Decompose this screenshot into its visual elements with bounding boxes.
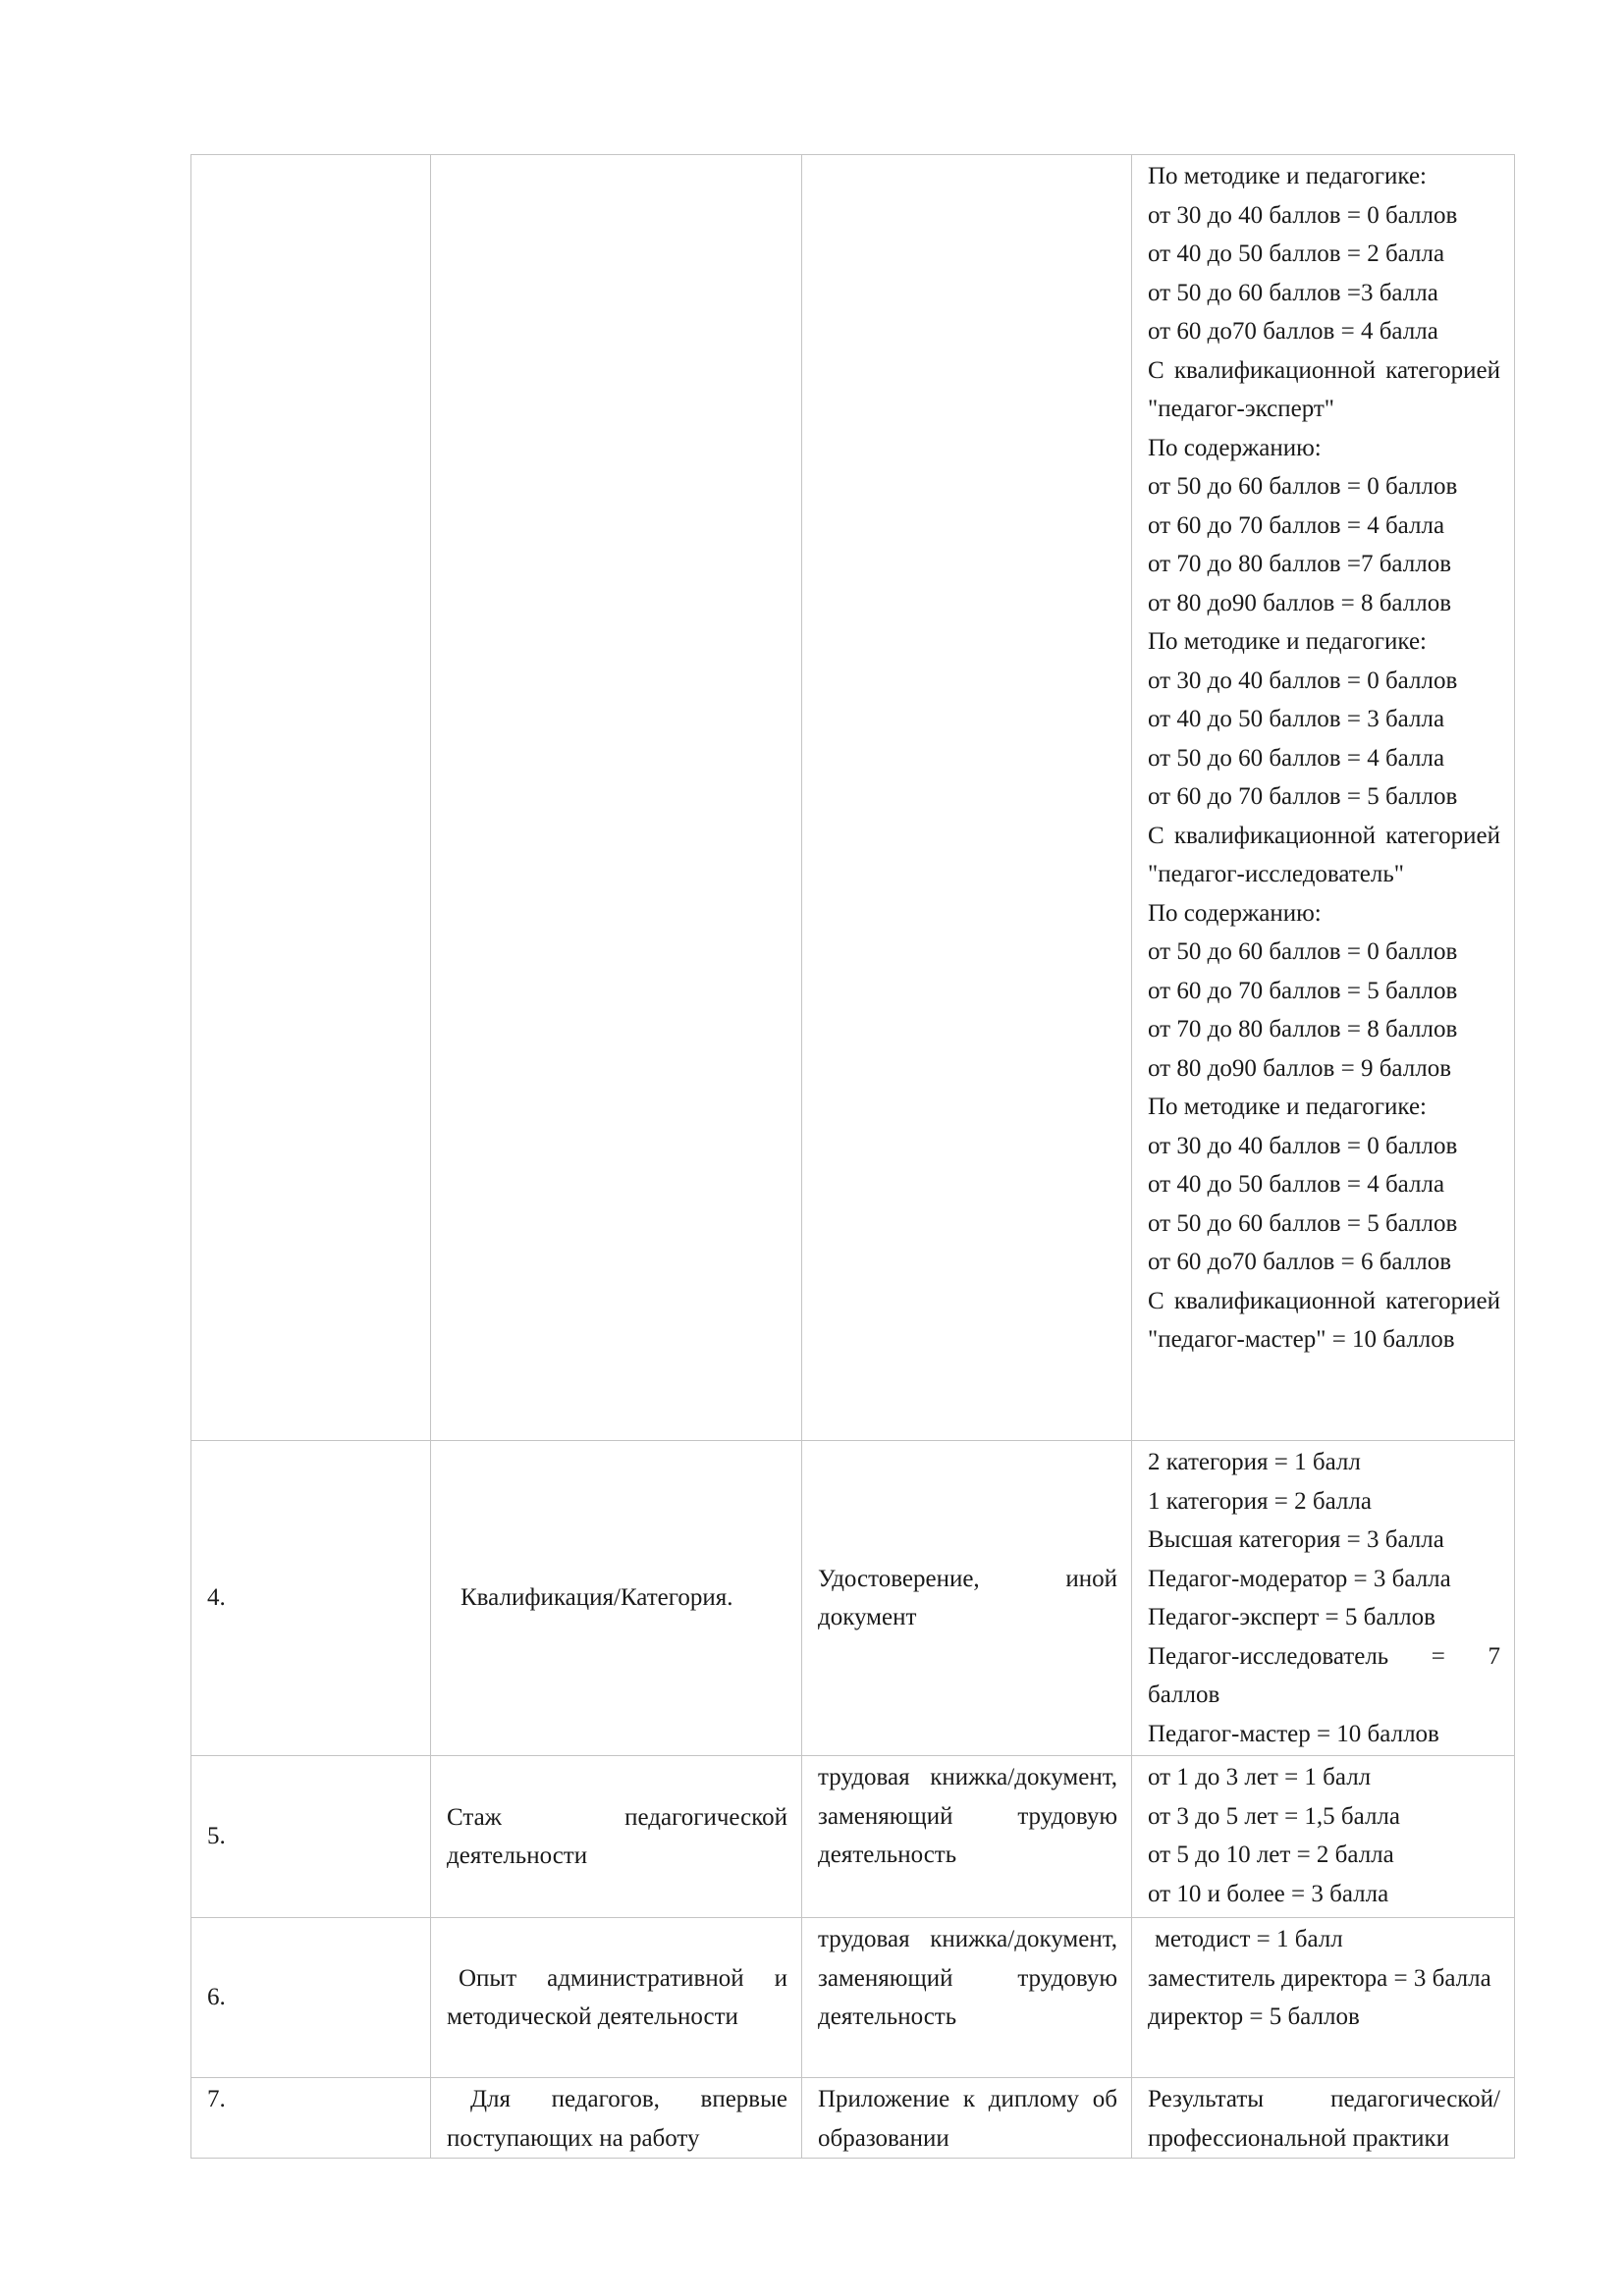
points-line: от 30 до 40 баллов = 0 баллов (1148, 1132, 1458, 1159)
cell-number: 4. (191, 1441, 431, 1756)
points-line: заместитель директора = 3 балла (1148, 1964, 1491, 1992)
points-line: 1 категория = 2 балла (1148, 1487, 1372, 1515)
points-line: Педагог-исследователь = 7 баллов (1148, 1642, 1500, 1708)
cell-points-continuation (1132, 155, 1515, 1441)
cell-criterion: Стаж педагогической деятельности (431, 1756, 802, 1918)
cell-points (1132, 1918, 1515, 2078)
points-line: от 10 и более = 3 балла (1148, 1880, 1389, 1907)
points-line: С квалификационной категорией "педагог-мастер" = 10 баллов (1148, 1287, 1500, 1353)
cell-points: Результаты педагогической/ профессиональной практики (1132, 2078, 1515, 2159)
criterion-text: Опыт административной и методической деятельности (447, 1964, 787, 2030)
cell-document: Удостоверение, иной документ (802, 1441, 1132, 1756)
table-row-5 (191, 1756, 1515, 1918)
table-row-7 (191, 2078, 1515, 2159)
points-line: Педагог-мастер = 10 баллов (1148, 1720, 1439, 1747)
cell-document: трудовая книжка/документ, заменяющий трудовую деятельность (802, 1918, 1132, 2078)
points-line: от 30 до 40 баллов = 0 баллов (1148, 201, 1458, 229)
points-line: Высшая категория = 3 балла (1148, 1526, 1444, 1553)
points-line: По методике и педагогике: (1148, 163, 1427, 189)
cell-points (1132, 1441, 1515, 1756)
table-row-6 (191, 1918, 1515, 2078)
points-line: По содержанию: (1148, 899, 1322, 927)
points-line: от 70 до 80 баллов = 8 баллов (1148, 1016, 1458, 1042)
cell-criterion (431, 2078, 802, 2159)
points-line: от 60 до 70 баллов = 5 баллов (1148, 977, 1458, 1004)
cell-points (1132, 1756, 1515, 1918)
points-line: По методике и педагогике: (1148, 1094, 1427, 1120)
points-line: от 3 до 5 лет = 1,5 балла (1148, 1802, 1400, 1830)
points-line: от 40 до 50 баллов = 3 балла (1148, 706, 1445, 732)
points-line: от 50 до 60 баллов = 5 баллов (1148, 1209, 1458, 1237)
cell-document: Приложение к диплому об образовании (802, 2078, 1132, 2159)
points-line: от 60 до70 баллов = 4 балла (1148, 318, 1438, 345)
points-line: методист = 1 балл (1155, 1926, 1343, 1952)
points-line: директор = 5 баллов (1148, 2003, 1360, 2030)
points-line: от 80 до90 баллов = 9 баллов (1148, 1054, 1451, 1082)
cell-number: 7. (191, 2078, 431, 2159)
cell-number-empty (191, 155, 431, 1441)
points-line: от 50 до 60 баллов = 0 баллов (1148, 938, 1458, 965)
cell-number: 5. (191, 1756, 431, 1918)
points-line: от 30 до 40 баллов = 0 баллов (1148, 667, 1458, 694)
points-line: С квалификационной категорией "педагог-исследователь" (1148, 822, 1500, 887)
points-line: от 60 до70 баллов = 6 баллов (1148, 1249, 1451, 1275)
cell-criterion-empty (431, 155, 802, 1441)
points-line: 2 категория = 1 балл (1148, 1449, 1361, 1475)
cell-criterion (431, 1441, 802, 1756)
criteria-table (190, 154, 1515, 2159)
points-line: от 40 до 50 баллов = 2 балла (1148, 240, 1445, 267)
points-line: Педагог-модератор = 3 балла (1148, 1565, 1451, 1592)
points-line: По методике и педагогике: (1148, 628, 1427, 655)
points-line: от 60 до 70 баллов = 5 баллов (1148, 783, 1458, 810)
points-line: от 1 до 3 лет = 1 балл (1148, 1764, 1372, 1790)
criterion-text: Квалификация/Категория. (460, 1584, 733, 1612)
points-line: от 70 до 80 баллов =7 баллов (1148, 551, 1451, 577)
points-line: от 50 до 60 баллов = 4 балла (1148, 744, 1445, 772)
points-line: от 5 до 10 лет = 2 балла (1148, 1842, 1394, 1868)
criterion-text: Для педагогов, впервые поступающих на работу (447, 2086, 787, 2152)
points-line: от 40 до 50 баллов = 4 балла (1148, 1171, 1445, 1198)
points-line: от 50 до 60 баллов = 0 баллов (1148, 473, 1458, 500)
points-line: Педагог-эксперт = 5 баллов (1148, 1604, 1435, 1630)
cell-document: трудовая книжка/документ, заменяющий трудовую деятельность (802, 1756, 1132, 1918)
cell-criterion (431, 1918, 802, 2078)
points-line: По содержанию: (1148, 434, 1322, 461)
table-row-continuation (191, 155, 1515, 1441)
points-line: от 50 до 60 баллов =3 балла (1148, 279, 1438, 306)
table-row-4 (191, 1441, 1515, 1756)
points-line: С квалификационной категорией "педагог-эксперт" (1148, 356, 1500, 422)
points-line: от 60 до 70 баллов = 4 балла (1148, 511, 1445, 539)
cell-number: 6. (191, 1918, 431, 2078)
cell-document-empty (802, 155, 1132, 1441)
points-line: от 80 до90 баллов = 8 баллов (1148, 589, 1451, 616)
